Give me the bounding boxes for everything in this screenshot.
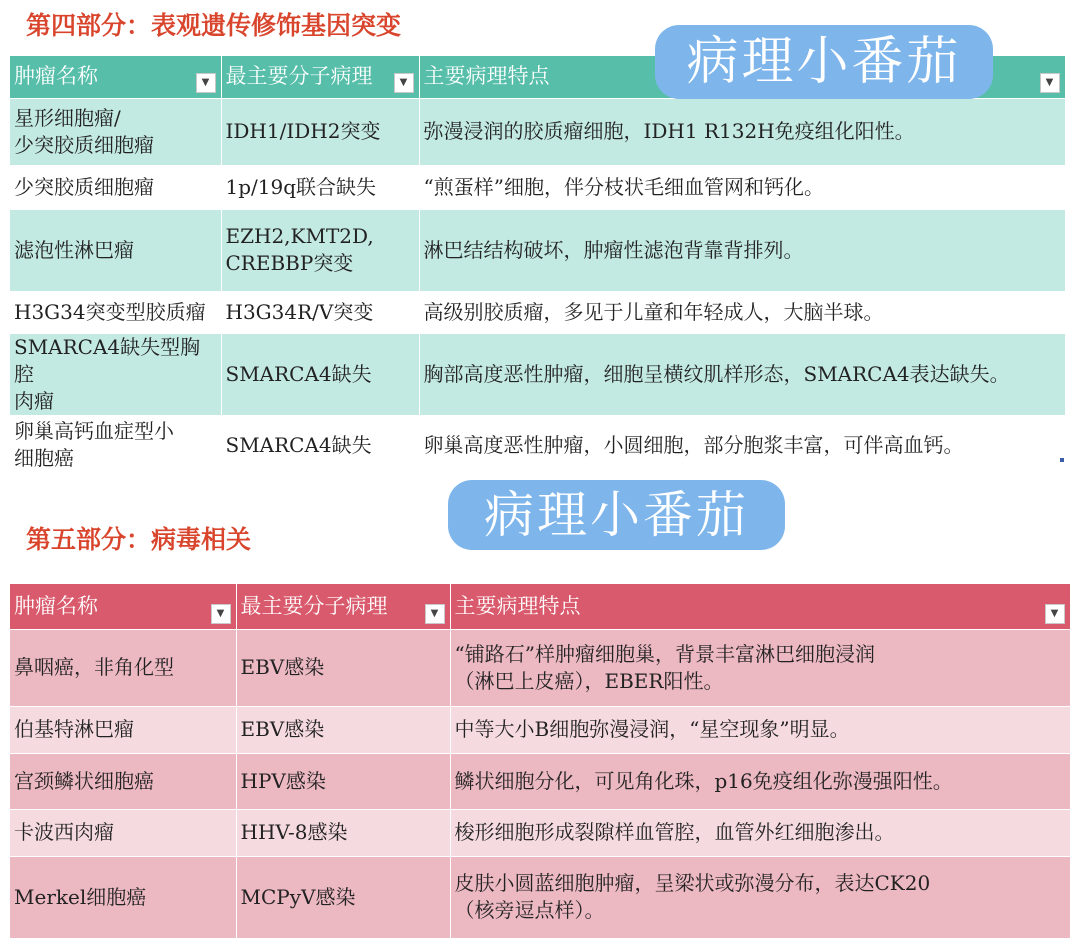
cell-features: 鳞状细胞分化，可见角化珠，p16免疫组化弥漫强阳性。 — [450, 753, 1070, 809]
cell-tumor-name: SMARCA4缺失型胸腔 肉瘤 — [10, 333, 221, 415]
cell-molecular: SMARCA4缺失 — [221, 415, 419, 475]
cell-features: 皮肤小圆蓝细胞肿瘤，呈梁状或弥漫分布，表达CK20 （核旁逗点样）。 — [450, 856, 1070, 938]
cell-molecular: 1p/19q联合缺失 — [221, 165, 419, 209]
cell-tumor-name: Merkel细胞癌 — [10, 856, 236, 938]
cell-molecular: EZH2,KMT2D, CREBBP突变 — [221, 209, 419, 291]
table-row — [10, 856, 1070, 938]
table-row — [10, 333, 1065, 415]
watermark-logo: 病理小番茄 — [655, 25, 993, 99]
cell-molecular: H3G34R/V突变 — [221, 291, 419, 333]
cell-molecular: SMARCA4缺失 — [221, 333, 419, 415]
chevron-down-icon[interactable]: ▼ — [425, 604, 445, 624]
cell-tumor-name: 伯基特淋巴瘤 — [10, 706, 236, 753]
watermark-logo: 病理小番茄 — [448, 480, 785, 550]
table-row — [10, 165, 1065, 209]
chevron-down-icon[interactable]: ▼ — [394, 73, 414, 93]
cell-features: 高级别胶质瘤，多见于儿童和年轻成人，大脑半球。 — [419, 291, 1065, 333]
table-virus — [10, 584, 1071, 939]
cell-molecular: EBV感染 — [236, 706, 450, 753]
cell-tumor-name: 少突胶质细胞瘤 — [10, 165, 221, 209]
header-tumor-name[interactable]: 肿瘤名称 ▼ — [10, 584, 236, 629]
cell-features: “铺路石”样肿瘤细胞巢，背景丰富淋巴细胞浸润 （淋巴上皮癌），EBER阳性。 — [450, 629, 1070, 706]
table-row — [10, 629, 1070, 706]
header-tumor-name[interactable]: 肿瘤名称 ▼ — [10, 56, 221, 98]
section5-title: 第五部分：病毒相关 — [26, 525, 252, 554]
cell-molecular: HPV感染 — [236, 753, 450, 809]
cell-molecular: HHV-8感染 — [236, 809, 450, 856]
table-header-row — [10, 584, 1070, 629]
cell-tumor-name: 鼻咽癌，非角化型 — [10, 629, 236, 706]
chevron-down-icon[interactable]: ▼ — [1045, 604, 1065, 624]
cell-features: 梭形细胞形成裂隙样血管腔，血管外红细胞渗出。 — [450, 809, 1070, 856]
cell-tumor-name: H3G34突变型胶质瘤 — [10, 291, 221, 333]
cell-features: 胸部高度恶性肿瘤，细胞呈横纹肌样形态，SMARCA4表达缺失。 — [419, 333, 1065, 415]
header-features[interactable]: 主要病理特点 ▼ — [419, 56, 1065, 98]
table-row — [10, 291, 1065, 333]
header-features[interactable]: 主要病理特点 ▼ — [450, 584, 1070, 629]
chevron-down-icon[interactable]: ▼ — [211, 604, 231, 624]
cell-tumor-name: 宫颈鳞状细胞癌 — [10, 753, 236, 809]
cell-tumor-name: 星形细胞瘤/ 少突胶质细胞瘤 — [10, 98, 221, 165]
header-molecular[interactable]: 最主要分子病理 ▼ — [236, 584, 450, 629]
cell-molecular: MCPyV感染 — [236, 856, 450, 938]
cell-features: 弥漫浸润的胶质瘤细胞，IDH1 R132H免疫组化阳性。 — [419, 98, 1065, 165]
cell-features: 淋巴结结构破坏，肿瘤性滤泡背靠背排列。 — [419, 209, 1065, 291]
table-row — [10, 209, 1065, 291]
table-resize-handle[interactable] — [1060, 458, 1064, 462]
section4-title: 第四部分：表观遗传修饰基因突变 — [26, 11, 402, 40]
cell-molecular: EBV感染 — [236, 629, 450, 706]
cell-features: “煎蛋样”细胞，伴分枝状毛细血管网和钙化。 — [419, 165, 1065, 209]
cell-features: 卵巢高度恶性肿瘤，小圆细胞，部分胞浆丰富，可伴高血钙。 — [419, 415, 1065, 475]
cell-tumor-name: 滤泡性淋巴瘤 — [10, 209, 221, 291]
table-row — [10, 706, 1070, 753]
cell-features: 中等大小B细胞弥漫浸润，“星空现象”明显。 — [450, 706, 1070, 753]
cell-tumor-name: 卵巢高钙血症型小 细胞癌 — [10, 415, 221, 475]
cell-tumor-name: 卡波西肉瘤 — [10, 809, 236, 856]
header-molecular[interactable]: 最主要分子病理 ▼ — [221, 56, 419, 98]
table-row — [10, 753, 1070, 809]
cell-molecular: IDH1/IDH2突变 — [221, 98, 419, 165]
chevron-down-icon[interactable]: ▼ — [196, 73, 216, 93]
table-epigenetic — [10, 56, 1066, 476]
table-row — [10, 809, 1070, 856]
table-row — [10, 98, 1065, 165]
chevron-down-icon[interactable]: ▼ — [1040, 73, 1060, 93]
table-row — [10, 415, 1065, 475]
